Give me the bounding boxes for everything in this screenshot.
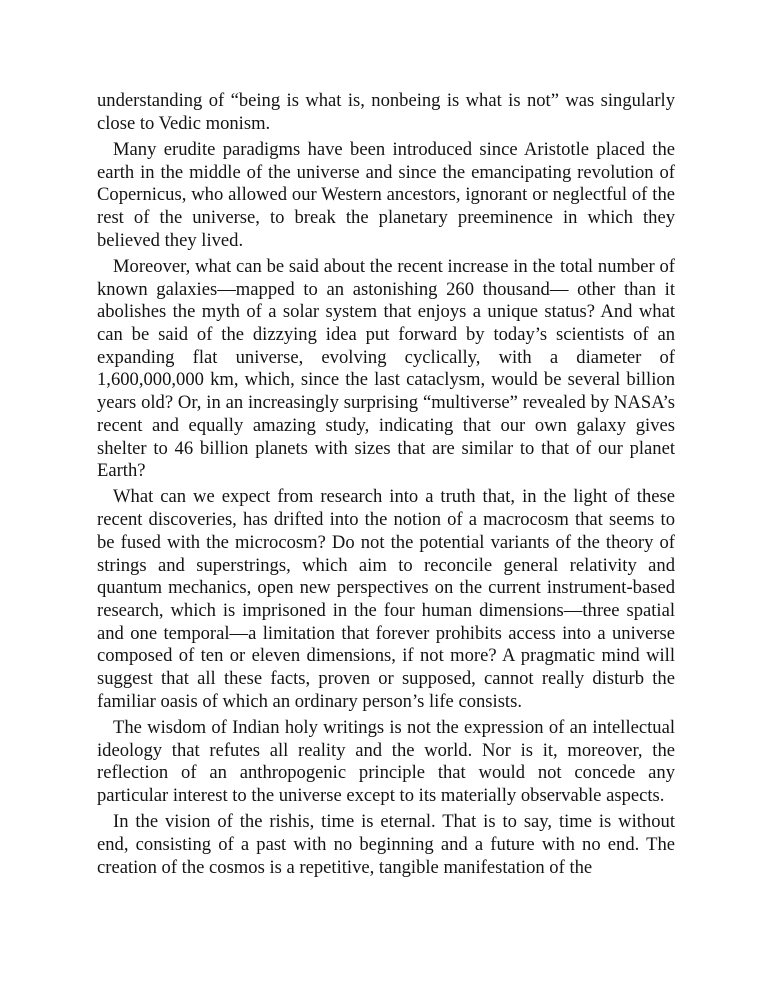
paragraph-rishis-time: In the vision of the rishis, time is eternal. That is to say, time is without end, consisting of a past with no beginning and a future with no end. The creation of the cosmos is a repetitive, tangible manifestation of the — [97, 811, 675, 878]
paragraph-continuation: understanding of “being is what is, nonbeing is what is not” was singularly close to Vedic monism. — [97, 90, 675, 134]
document-page — [97, 90, 675, 883]
paragraph-indian-wisdom: The wisdom of Indian holy writings is not the expression of an intellectual ideology that refutes all reality and the world. Nor is it, moreover, the reflection of an anthropogenic principle that would not concede any particular interest to the universe except to its materially observable aspects. — [97, 716, 675, 807]
paragraph-paradigms: Many erudite paradigms have been introduced since Aristotle placed the earth in the middle of the universe and since the emancipating revolution of Copernicus, who allowed our Western ancestors, ignorant or neglectful of the rest of the universe, to break the planetary preeminence in which they believed they lived. — [97, 138, 675, 251]
paragraph-research: What can we expect from research into a truth that, in the light of these recent discoveries, has drifted into the notion of a macrocosm that seems to be fused with the microcosm? Do not the potential variants of the theory of strings and superstrings, which aim to reconcile general relativity and quantum mechanics, open new perspectives on the current instrument-based research, which is imprisoned in the four human dimensions—three spatial and one temporal—a limitation that forever prohibits access into a universe composed of ten or eleven dimensions, if not more? A pragmatic mind will suggest that all these facts, proven or supposed, cannot really disturb the familiar oasis of which an ordinary person’s life consists. — [97, 486, 675, 712]
paragraph-galaxies: Moreover, what can be said about the recent increase in the total number of known galaxies—mapped to an astonishing 260 thousand— other than it abolishes the myth of a solar system that enjoys a unique status? And what can be said of the dizzying idea put forward by today’s scientists of an expanding flat universe, evolving cyclically, with a diameter of 1,600,000,000 km, which, since the last cataclysm, would be several billion years old? Or, in an increasingly surprising “multiverse” revealed by NASA’s recent and equally amazing study, indicating that our own galaxy gives shelter to 46 billion planets with sizes that are similar to that of our planet Earth? — [97, 255, 675, 482]
